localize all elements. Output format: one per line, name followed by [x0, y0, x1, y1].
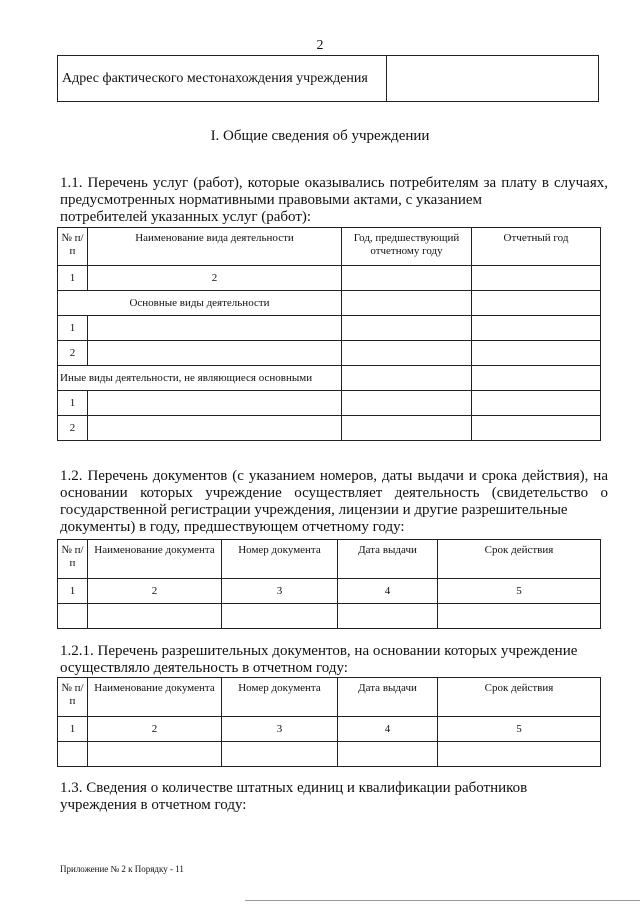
header-issue-date: Дата выдачи	[338, 678, 438, 717]
cell	[58, 742, 88, 767]
section-1-3-text	[60, 780, 608, 814]
cell	[472, 266, 601, 291]
index-cell: 1	[58, 717, 88, 742]
cell	[438, 742, 601, 767]
header-num: № п/п	[58, 228, 88, 266]
cell	[472, 291, 601, 316]
cell	[338, 604, 438, 629]
cell	[472, 316, 601, 341]
main-activities-label: Основные виды деятельности	[58, 291, 342, 316]
index-cell: 4	[338, 579, 438, 604]
index-name: 2	[88, 266, 342, 291]
section-1-2-1-last-line: осуществляло деятельность в отчетном году:	[60, 660, 348, 676]
header-doc-number: Номер документа	[222, 678, 338, 717]
cell	[342, 316, 472, 341]
section-1-2-1-text	[60, 643, 608, 677]
cell	[88, 341, 342, 366]
scan-edge-line	[245, 900, 640, 901]
index-num: 1	[58, 266, 88, 291]
section-1-1-text	[60, 175, 608, 226]
permits-table	[57, 677, 601, 767]
section-1-2-text	[60, 468, 608, 536]
cell	[222, 604, 338, 629]
cell	[472, 366, 601, 391]
index-cell: 3	[222, 717, 338, 742]
section-1-2-last-line: документы) в году, предшествующем отчетному году:	[60, 519, 405, 535]
header-doc-number: Номер документа	[222, 540, 338, 579]
section-1-1-body: 1.1. Перечень услуг (работ), которые оказывались потребителям за плату в случаях, предусмотренных нормативными правовыми актами, с указанием	[60, 175, 608, 208]
header-num: № п/п	[58, 678, 88, 717]
row-num: 1	[58, 316, 88, 341]
cell	[342, 291, 472, 316]
cell	[58, 604, 88, 629]
section-title: I. Общие сведения об учреждении	[210, 128, 430, 144]
cell	[438, 604, 601, 629]
section-1-3-last-line: учреждения в отчетном году:	[60, 797, 247, 813]
header-activity-name: Наименование вида деятельности	[88, 228, 342, 266]
address-table	[57, 55, 599, 102]
header-prev-year: Год, предшествующий отчетному году	[342, 228, 472, 266]
cell	[342, 266, 472, 291]
cell	[342, 416, 472, 441]
index-cell: 5	[438, 579, 601, 604]
index-cell: 2	[88, 579, 222, 604]
index-cell: 5	[438, 717, 601, 742]
cell	[472, 341, 601, 366]
cell	[88, 316, 342, 341]
row-num: 2	[58, 416, 88, 441]
header-report-year: Отчетный год	[472, 228, 601, 266]
index-cell: 3	[222, 579, 338, 604]
header-doc-name: Наименование документа	[88, 540, 222, 579]
index-cell: 1	[58, 579, 88, 604]
section-1-1-last-line: потребителей указанных услуг (работ):	[60, 209, 312, 225]
cell	[88, 416, 342, 441]
cell	[88, 742, 222, 767]
cell	[472, 391, 601, 416]
cell	[472, 416, 601, 441]
section-1-3-body: 1.3. Сведения о количестве штатных единиц и квалификации работников	[60, 780, 528, 796]
other-activities-label: Иные виды деятельности, не являющиеся основными	[58, 366, 342, 391]
index-cell: 4	[338, 717, 438, 742]
cell	[338, 742, 438, 767]
header-validity: Срок действия	[438, 540, 601, 579]
page-number: 2	[316, 38, 324, 53]
row-num: 2	[58, 341, 88, 366]
section-1-2-1-body: 1.2.1. Перечень разрешительных документов, на основании которых учреждение	[60, 643, 578, 659]
index-cell: 2	[88, 717, 222, 742]
cell	[342, 391, 472, 416]
footer-note: Приложение № 2 к Порядку - 11	[60, 864, 184, 874]
row-num: 1	[58, 391, 88, 416]
header-validity: Срок действия	[438, 678, 601, 717]
address-value	[387, 56, 599, 102]
header-doc-name: Наименование документа	[88, 678, 222, 717]
header-num: № п/п	[58, 540, 88, 579]
cell	[88, 604, 222, 629]
section-1-2-body: 1.2. Перечень документов (с указанием номеров, даты выдачи и срока действия), на основании которых учреждение осуществляет деятельность (свидетельство о государственной регистрации учреждения, лицензии и другие разрешительные	[60, 468, 608, 518]
cell	[342, 341, 472, 366]
header-issue-date: Дата выдачи	[338, 540, 438, 579]
services-table	[57, 227, 601, 441]
address-label: Адрес фактического местонахождения учреждения	[58, 56, 387, 102]
cell	[342, 366, 472, 391]
cell	[88, 391, 342, 416]
cell	[222, 742, 338, 767]
documents-table	[57, 539, 601, 629]
